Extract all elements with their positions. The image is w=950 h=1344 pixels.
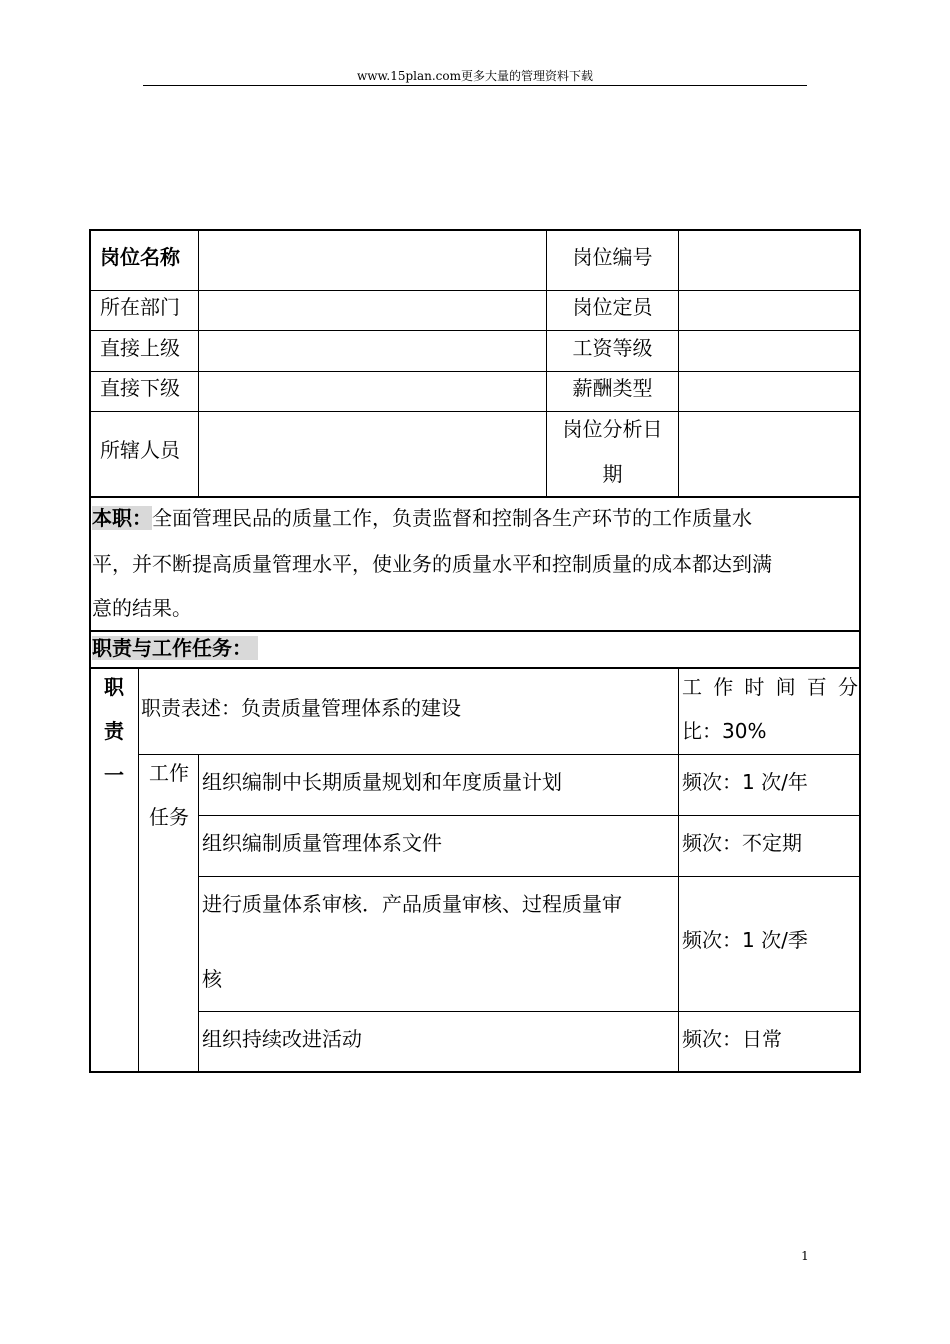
- department-label: 所在部门: [100, 295, 180, 319]
- role-text-line2: 平，并不断提高质量管理水平，使业务的质量水平和控制质量的成本都达到满: [92, 552, 772, 576]
- jurisdiction-staff-label: 所辖人员: [100, 438, 180, 462]
- grid-line: [678, 229, 679, 497]
- task-1-text: 组织编制中长期质量规划和年度质量计划: [202, 770, 562, 794]
- task-3-frequency: 频次：1 次/季: [682, 928, 808, 952]
- duty1-char-1: 职: [104, 675, 124, 699]
- grid-line: [198, 754, 199, 1073]
- grid-line: [678, 668, 679, 1073]
- table-bottom-border: [89, 1071, 861, 1073]
- grid-line: [546, 229, 547, 497]
- salary-type-label: 薪酬类型: [572, 376, 653, 400]
- position-code-label: 岗位编号: [572, 245, 653, 269]
- task-4-text: 组织持续改进活动: [202, 1027, 362, 1051]
- grid-line: [89, 630, 861, 632]
- role-line-1: [92, 495, 752, 541]
- salary-grade-label: 工资等级: [572, 336, 653, 360]
- duty1-char-3: 一: [104, 763, 124, 787]
- headcount-label: 岗位定员: [572, 295, 653, 319]
- page-header-text: www.15plan.com更多大量的管理资料下载: [356, 69, 594, 83]
- grid-line: [89, 411, 861, 412]
- direct-subordinate-label: 直接下级: [100, 376, 180, 400]
- duties-section-label: 职责与工作任务：: [92, 636, 258, 660]
- grid-line: [89, 667, 861, 669]
- duty1-time-pct-line2: 比：30%: [682, 719, 767, 743]
- grid-line: [198, 815, 860, 816]
- task-4-frequency: 频次：日常: [682, 1027, 782, 1051]
- task-2-text: 组织编制质量管理体系文件: [202, 831, 442, 855]
- task-label-line2: 任务: [149, 805, 189, 829]
- table-right-border: [859, 229, 861, 1073]
- analysis-date-label-line1: 岗位分析日: [562, 417, 663, 441]
- duty1-char-2: 责: [104, 719, 124, 743]
- grid-line: [89, 330, 861, 331]
- task-2-frequency: 频次：不定期: [682, 831, 802, 855]
- task-3-text-line2: 核: [202, 967, 222, 991]
- grid-line: [198, 876, 860, 877]
- analysis-date-label-line2: 期: [602, 462, 623, 486]
- table-top-border: [89, 229, 861, 231]
- task-3-text-line1: 进行质量体系审核．产品质量审核、过程质量审: [202, 892, 622, 916]
- header-rule: [143, 85, 807, 86]
- direct-superior-label: 直接上级: [100, 336, 180, 360]
- task-label-line1: 工作: [149, 761, 189, 785]
- role-text-line1: 全面管理民品的质量工作，负责监督和控制各生产环节的工作质量水: [152, 506, 752, 530]
- duty1-description: 职责表述：负责质量管理体系的建设: [141, 696, 461, 720]
- position-name-label: 岗位名称: [100, 245, 180, 269]
- grid-line: [138, 754, 860, 755]
- grid-line: [198, 1011, 860, 1012]
- duty1-time-pct-line1: 工 作 时 间 百 分: [682, 675, 858, 699]
- page-number: 1: [801, 1249, 809, 1263]
- role-label: 本职：: [92, 506, 152, 530]
- grid-line: [89, 290, 861, 291]
- grid-line: [198, 229, 199, 497]
- grid-line: [89, 371, 861, 372]
- task-1-frequency: 频次：1 次/年: [682, 770, 808, 794]
- role-text-line3: 意的结果。: [92, 596, 192, 620]
- table-left-border: [89, 229, 91, 1073]
